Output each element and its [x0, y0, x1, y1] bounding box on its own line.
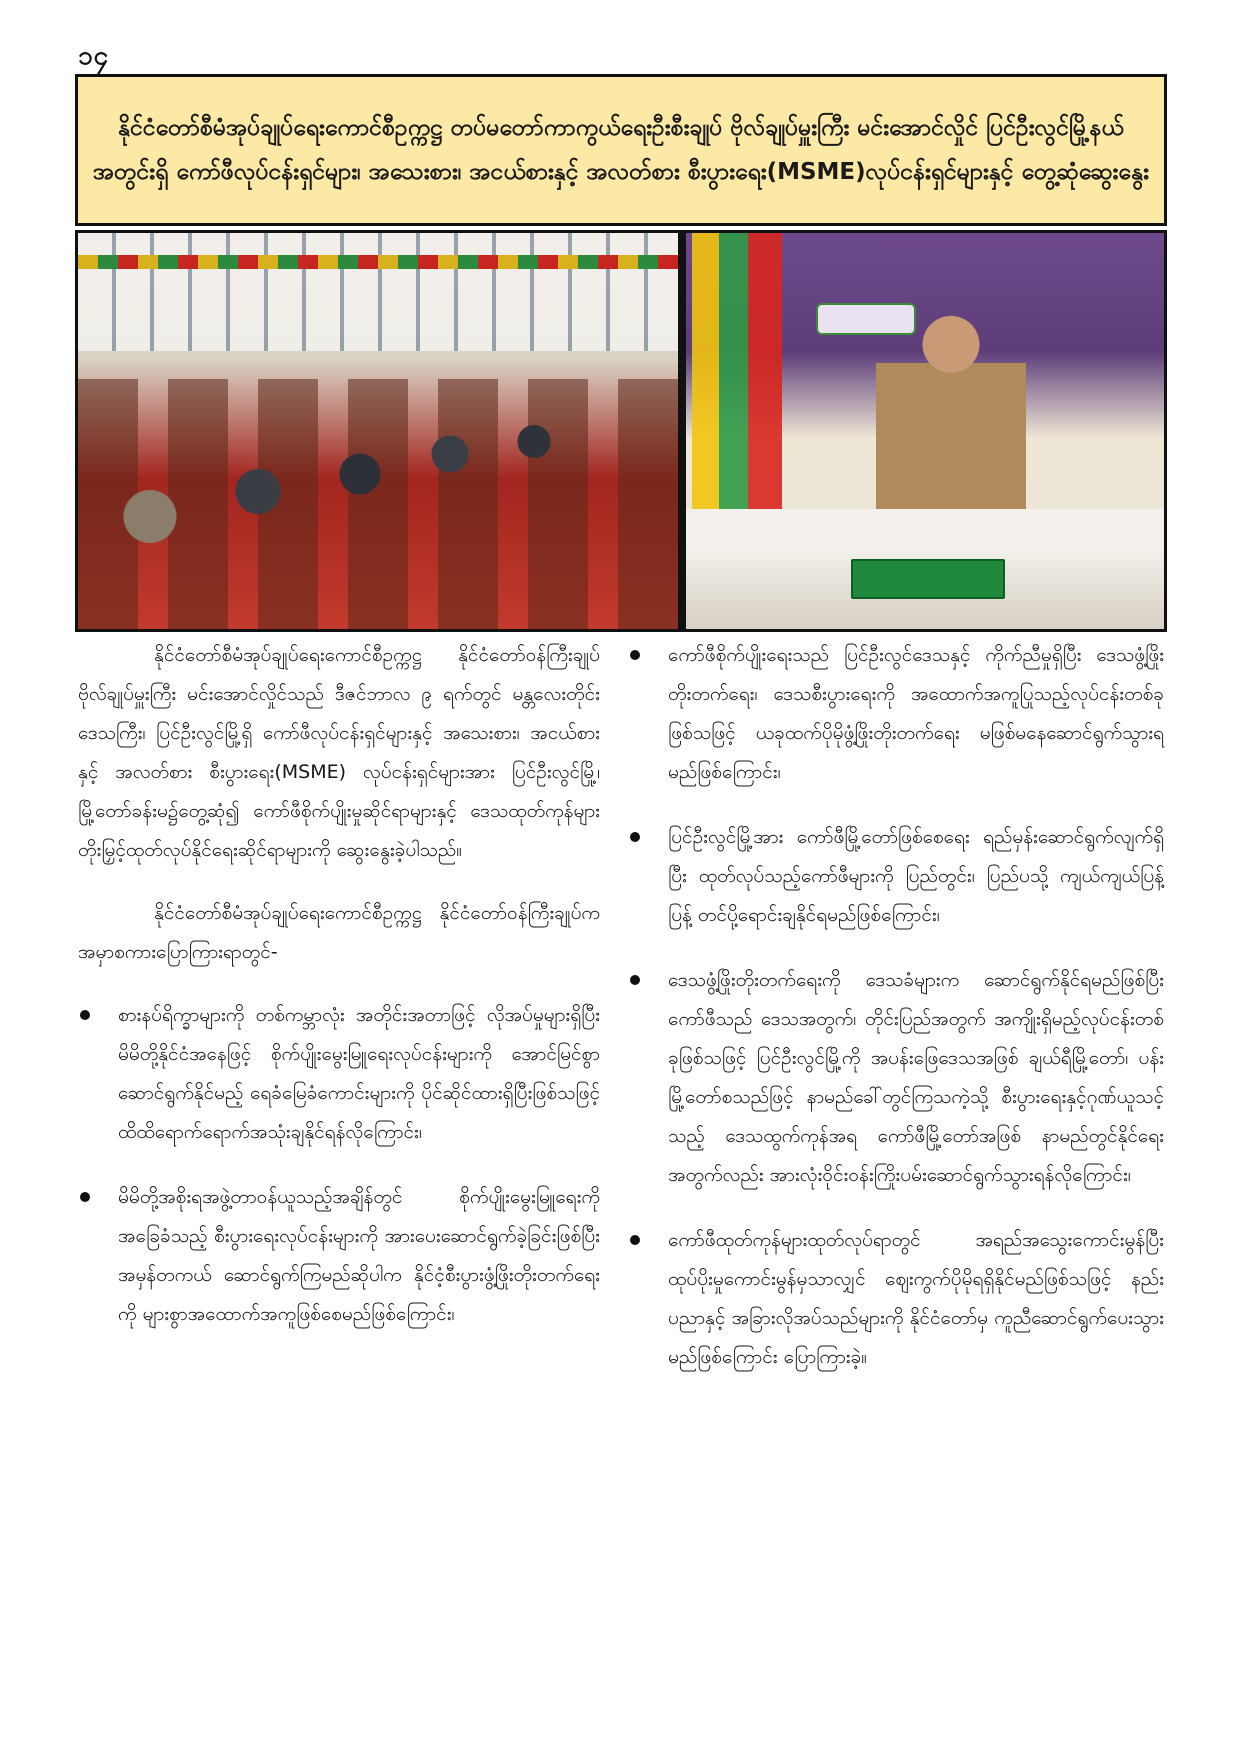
hall-banner: [78, 255, 678, 269]
headline: နိုင်ငံတော်စီမံအုပ်ချုပ်ရေးကောင်စီဥက္ကဋ္ဌ တပ်မတော်ကာကွယ်ရေးဦးစီးချုပ် ဗိုလ်ချုပ်မှူးကြီး မင်းအောင်လှိုင် ပြင်ဦးလွင်မြို့နယ်အတွင်းရှိ ကော်ဖီလုပ်ငန်းရှင်များ၊ အသေးစား၊ အငယ်စားနှင့် အလတ်စား စီးပွားရေး(MSME)လုပ်ငန်းရှင်များနှင့် တွေ့ဆုံဆွေးနွေး: [93, 115, 1149, 185]
speaker-figure: [876, 303, 1026, 533]
bullet-item: [628, 818, 1164, 935]
paragraph: နိုင်ငံတော်စီမံအုပ်ချုပ်ရေးကောင်စီဥက္ကဋ္ဌ နိုင်ငံတော်ဝန်ကြီးချုပ်က အမှာစကားပြောကြားရာတွင်-: [78, 902, 600, 963]
bullet-item: [78, 1178, 600, 1334]
bullet-dot-icon: [80, 1010, 90, 1020]
bullet-text: ကော်ဖီစိုက်ပျိုးရေးသည် ပြင်ဦးလွင်ဒေသနှင့် ကိုက်ညီမှုရှိပြီး ဒေသဖွံ့ဖြိုးတိုးတက်ရေး၊ ဒေသစီးပွားရေးကို အထောက်အကူပြုသည့်လုပ်ငန်းတစ်ခုဖြစ်သဖြင့် ယခုထက်ပိုမိုဖွံ့ဖြိုးတိုးတက်ရေး မဖြစ်မနေဆောင်ရွက်သွားရမည်ဖြစ်ကြောင်း၊: [668, 644, 1164, 783]
bullet-item: [628, 1221, 1164, 1377]
hall-windows: [78, 233, 678, 351]
flags: [692, 233, 782, 533]
bullet-text: ပြင်ဦးလွင်မြို့အား ကော်ဖီမြို့တော်ဖြစ်စေရေး ရည်မှန်းဆောင်ရွက်လျက်ရှိပြီး ထုတ်လုပ်သည့်ကော်ဖီများကို ပြည်တွင်း၊ ပြည်ပသို့ ကျယ်ကျယ်ပြန့်ပြန့် တင်ပို့ရောင်းချနိုင်ရမည်ဖြစ်ကြောင်း၊: [668, 826, 1164, 926]
bullet-item: [628, 961, 1164, 1195]
bullet-text: မိမိတို့အစိုးရအဖွဲ့တာဝန်ယူသည့်အချိန်တွင် စိုက်ပျိုးမွေးမြူရေးကို အခြေခံသည့် စီးပွားရေးလုပ်ငန်းများကို အားပေးဆောင်ရွက်ခဲ့ခြင်းဖြစ်ပြီး အမှန်တကယ် ဆောင်ရွက်ကြမည်ဆိုပါက နိုင်ငံ့စီးပွားဖွံ့ဖြိုးတိုးတက်ရေးကို များစွာအထောက်အကူဖြစ်စေမည်ဖြစ်ကြောင်း၊: [118, 1186, 600, 1325]
right-column: [628, 636, 1164, 1403]
bullet-text: စားနပ်ရိက္ခာများကို တစ်ကမ္ဘာလုံး အတိုင်းအတာဖြင့် လိုအပ်မှုများရှိပြီး မိမိတို့နိုင်ငံအနေဖြင့် စိုက်ပျိုးမွေးမြူရေးလုပ်ငန်းများကို အောင်မြင်စွာဆောင်ရွက်နိုင်မည့် ရေခံမြေခံကောင်းများကို ပိုင်ဆိုင်ထားရှိပြီးဖြစ်သဖြင့် ထိထိရောက်ရောက်အသုံးချနိုင်ရန်လိုကြောင်း၊: [118, 1004, 600, 1143]
bullet-dot-icon: [630, 832, 640, 842]
bullet-dot-icon: [630, 1235, 640, 1245]
headline-box: [75, 74, 1167, 226]
bullet-text: ဒေသဖွံ့ဖြိုးတိုးတက်ရေးကို ဒေသခံများက ဆောင်ရွက်နိုင်ရမည်ဖြစ်ပြီး ကော်ဖီသည် ဒေသအတွက်၊ တိုင်းပြည်အတွက် အကျိုးရှိမည့်လုပ်ငန်းတစ်ခုဖြစ်သဖြင့် ပြင်ဦးလွင်မြို့ကို အပန်းဖြေဒေသအဖြစ် ချယ်ရီမြို့တော်၊ ပန်းမြို့တော်စသည်ဖြင့် နာမည်ခေါ်တွင်ကြသကဲ့သို့ စီးပွားရေးနှင့်ဂုဏ်ယူသင့်သည့် ဒေသထွက်ကုန်အရ ကော်ဖီမြို့တော်အဖြစ် နာမည်တွင်နိုင်ရေးအတွက်လည်း အားလုံးဝိုင်းဝန်းကြိုးပမ်းဆောင်ရွက်သွားရန်လိုကြောင်း၊: [668, 969, 1164, 1186]
nameplate: [851, 559, 1005, 599]
photo-speaker: [686, 233, 1164, 629]
bullet-dot-icon: [630, 975, 640, 985]
photo-strip: [75, 230, 1167, 632]
audience-seats: [78, 379, 678, 629]
paragraph: နိုင်ငံတော်စီမံအုပ်ချုပ်ရေးကောင်စီဥက္ကဋ္ဌ နိုင်ငံတော်ဝန်ကြီးချုပ် ဗိုလ်ချုပ်မှူးကြီး မင်းအောင်လှိုင်သည် ဒီဇင်ဘာလ ၉ ရက်တွင် မန္တလေးတိုင်းဒေသကြီး၊ ပြင်ဦးလွင်မြို့ရှိ ကော်ဖီလုပ်ငန်းရှင်များနှင့် အသေးစား၊ အငယ်စားနှင့် အလတ်စား စီးပွားရေး(MSME) လုပ်ငန်းရှင်များအား ပြင်ဦးလွင်မြို့၊ မြို့တော်ခန်းမ၌တွေ့ဆုံ၍ ကော်ဖီစိုက်ပျိုးမှုဆိုင်ရာများနှင့် ဒေသထုတ်ကုန်များတိုးမြှင့်ထုတ်လုပ်နိုင်ရေးဆိုင်ရာများကို ဆွေးနွေးခဲ့ပါသည်။: [78, 644, 600, 861]
photo-audience: [78, 233, 678, 629]
bullet-item: [78, 996, 600, 1152]
bullet-text: ကော်ဖီထုတ်ကုန်များထုတ်လုပ်ရာတွင် အရည်အသွေးကောင်းမွန်ပြီး ထုပ်ပိုးမှုကောင်းမွန်မှသာလျှင် ဈေးကွက်ပိုမိုရရှိနိုင်မည်ဖြစ်သဖြင့် နည်းပညာနှင့် အခြားလိုအပ်သည်များကို နိုင်ငံတော်မှ ကူညီဆောင်ရွက်ပေးသွားမည်ဖြစ်ကြောင်း ပြောကြားခဲ့။: [668, 1229, 1164, 1368]
bullet-dot-icon: [80, 1192, 90, 1202]
bullet-item: [628, 636, 1164, 792]
page-number: ၁၄: [78, 41, 110, 71]
bullet-dot-icon: [630, 650, 640, 660]
left-column: [78, 636, 600, 1360]
